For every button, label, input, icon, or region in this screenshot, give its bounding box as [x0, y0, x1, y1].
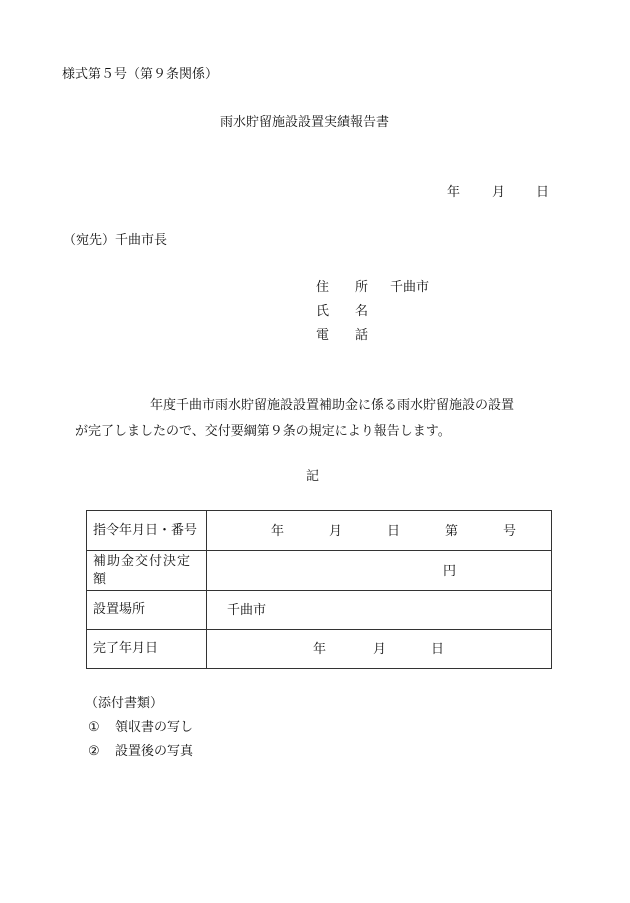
table-row: [87, 551, 552, 591]
completion-day-label: 日: [431, 642, 445, 657]
table-row: [87, 591, 552, 630]
attachments-heading: （添付書類）: [85, 696, 164, 711]
order-go-label: 号: [503, 524, 517, 539]
addressee: （宛先）千曲市長: [63, 233, 168, 248]
order-date-number-cell: [207, 511, 552, 551]
subsidy-amount-cell: [207, 551, 552, 591]
order-date-number-label: 指令年月日・番号: [87, 511, 207, 551]
date-day-label: 日: [536, 185, 550, 200]
order-dai-label: 第: [445, 524, 459, 539]
document-title: 雨水貯留施設設置実績報告書: [220, 115, 390, 130]
date-year-label: 年: [447, 185, 461, 200]
subsidy-amount-label: 補助金交付決定額: [87, 551, 207, 591]
installation-place-label: 設置場所: [87, 591, 207, 630]
installation-place-value: 千曲市: [227, 603, 267, 618]
name-label: 氏 名: [316, 304, 369, 319]
order-year-label: 年: [271, 524, 285, 539]
installation-place-cell: [207, 591, 552, 630]
report-table: [86, 510, 552, 669]
table-row: [87, 630, 552, 669]
table-row: [87, 511, 552, 551]
date-month-label: 月: [492, 185, 506, 200]
completion-month-label: 月: [373, 642, 387, 657]
completion-date-label: 完了年月日: [87, 630, 207, 669]
yen-label: 円: [443, 564, 457, 579]
ki-heading: 記: [306, 469, 320, 484]
body-line-1: 年度千曲市雨水貯留施設設置補助金に係る雨水貯留施設の設置: [150, 398, 515, 413]
address-value: 千曲市: [390, 280, 430, 295]
attachment-text: 領収書の写し: [115, 720, 194, 735]
phone-label: 電 話: [316, 328, 369, 343]
completion-date-cell: [207, 630, 552, 669]
attachment-number: ②: [88, 744, 100, 759]
attachment-text: 設置後の写真: [115, 744, 194, 759]
completion-year-label: 年: [313, 642, 327, 657]
address-label: 住 所: [316, 280, 369, 295]
order-day-label: 日: [387, 524, 401, 539]
order-month-label: 月: [329, 524, 343, 539]
attachment-number: ①: [88, 720, 100, 735]
form-number: 様式第５号（第９条関係）: [62, 67, 219, 82]
body-line-2: が完了しましたので、交付要綱第９条の規定により報告します。: [75, 424, 451, 439]
